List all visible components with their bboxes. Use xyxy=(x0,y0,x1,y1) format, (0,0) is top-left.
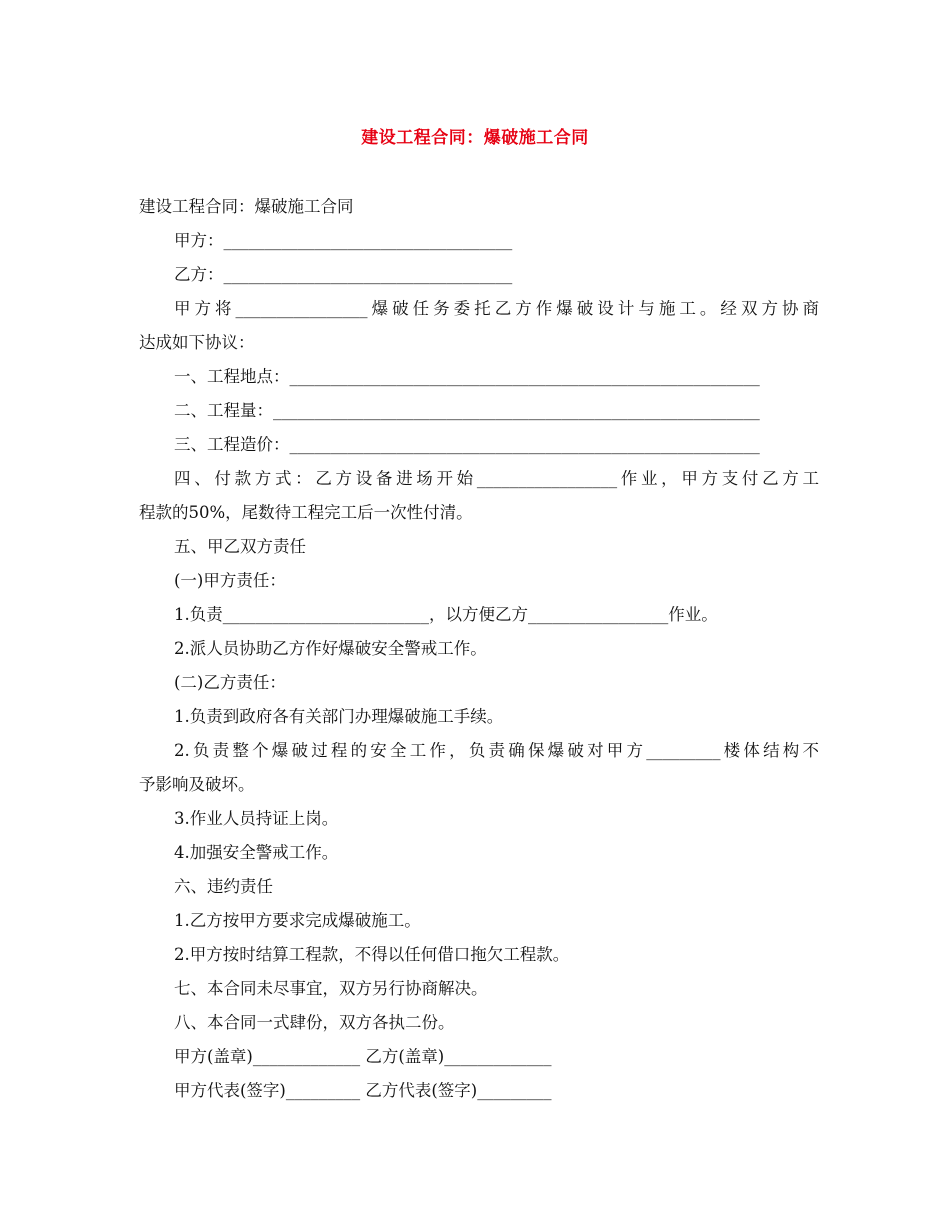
document-body xyxy=(139,190,819,1108)
clause-1-location: 一、工程地点：_________________________________________________________ xyxy=(174,367,760,386)
party-a-duty-1: 1.负责_________________________，以方便乙方_________________作业。 xyxy=(174,605,718,624)
seal-line: 甲方(盖章)_____________ 乙方(盖章)_____________ xyxy=(174,1047,552,1066)
breach-item-1: 1.乙方按甲方要求完成爆破施工。 xyxy=(174,911,421,930)
party-b-duty-3: 3.作业人员持证上岗。 xyxy=(174,809,339,828)
party-b-line: 乙方：___________________________________ xyxy=(174,265,513,284)
party-b-duty-1: 1.负责到政府各有关部门办理爆破施工手续。 xyxy=(174,707,504,726)
clause-8: 八、本合同一式肆份，双方各执二份。 xyxy=(174,1013,455,1032)
clause-5-heading: 五、甲乙双方责任 xyxy=(174,537,306,556)
clause-4-payment-1: 四、付款方式：乙方设备进场开始_________________作业，甲方支付乙方工 xyxy=(174,469,819,488)
party-b-duty-2-line-1: 2.负责整个爆破过程的安全工作，负责确保爆破对甲方_________楼体结构不 xyxy=(174,741,819,760)
party-b-duty-2-line-2: 予影响及破坏。 xyxy=(139,775,255,794)
clause-6-heading: 六、违约责任 xyxy=(174,877,273,896)
clause-7: 七、本合同未尽事宜，双方另行协商解决。 xyxy=(174,979,488,998)
party-a-duties-heading: (一)甲方责任： xyxy=(174,571,286,590)
subtitle-line: 建设工程合同：爆破施工合同 xyxy=(139,197,354,216)
clause-3-cost: 三、工程造价：_________________________________________________________ xyxy=(174,435,760,454)
intro-line-2: 达成如下协议： xyxy=(139,333,255,352)
breach-item-2: 2.甲方按时结算工程款，不得以任何借口拖欠工程款。 xyxy=(174,945,570,964)
signature-line: 甲方代表(签字)_________ 乙方代表(签字)_________ xyxy=(174,1081,552,1100)
clause-2-quantity: 二、工程量：___________________________________________________________ xyxy=(174,401,760,420)
party-b-duties-heading: (二)乙方责任： xyxy=(174,673,286,692)
party-b-duty-4: 4.加强安全警戒工作。 xyxy=(174,843,339,862)
clause-4-payment-2: 程款的50%，尾数待工程完工后一次性付清。 xyxy=(139,503,473,522)
party-a-duty-2: 2.派人员协助乙方作好爆破安全警戒工作。 xyxy=(174,639,487,658)
party-a-line: 甲方：___________________________________ xyxy=(174,231,513,250)
intro-line-1: 甲方将________________爆破任务委托乙方作爆破设计与施工。经双方协商 xyxy=(174,299,819,318)
document-title: 建设工程合同：爆破施工合同 xyxy=(361,128,589,148)
